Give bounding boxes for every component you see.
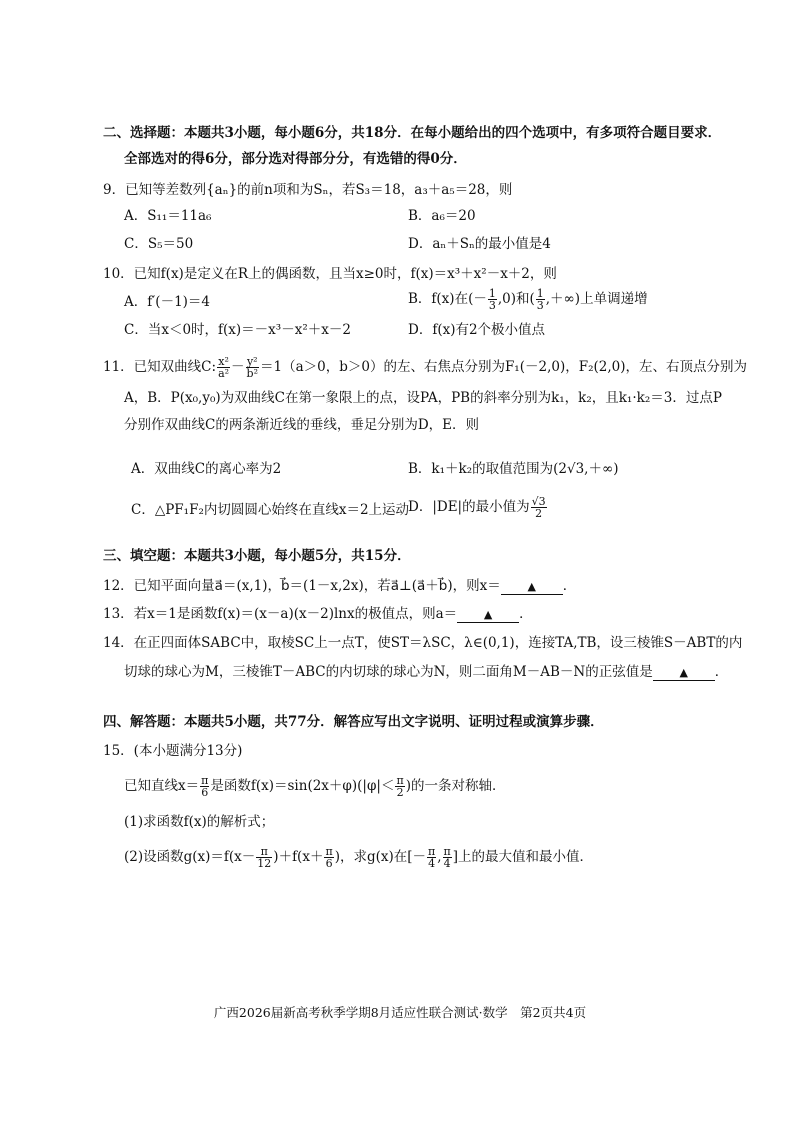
- q11-option-d: D．|DE|的最小值为 $\frac{√3}{2}$: [408, 495, 546, 520]
- q10-option-c: C．当x＜0时，f(x)＝－x³－x²＋x－2: [124, 322, 351, 338]
- q11-line-3: 分别作双曲线C的两条渐近线的垂线，垂足分别为D，E．则: [124, 417, 480, 433]
- q9-stem: 9．已知等差数列{aₙ}的前n项和为Sₙ，若S₃＝18，a₃＋a₅＝28，则: [103, 182, 513, 198]
- q15-title: 15．(本小题满分13分): [103, 743, 243, 759]
- section-2-rule: 全部选对的得6分，部分选对得部分分，有选错的得0分．: [124, 151, 467, 167]
- q15-frac-pi-4a: $\frac{\pi}{4}$: [428, 845, 436, 870]
- q11-d-frac: $\frac{√3}{2}$: [531, 495, 546, 520]
- q12: 12．已知平面向量a⃗＝(x,1)，b⃗＝(1－x,2x)，若a⃗⊥(a⃗＋b⃗)，则x＝ ▲ ．: [103, 578, 577, 594]
- q11-frac-x: $\frac{\text{x²}}{\text{a²}}$: [218, 355, 230, 380]
- q15-part-2: (2)设函数g(x)＝f(x－ $\frac{\pi}{12}$ )＋f(x＋ $\frac{\pi}{6}$ )，求g(x)在[－ $\frac{\pi}{4}$ , $\frac{\pi}{4}$ ]上的最大值和最小值．: [124, 845, 594, 870]
- q15-frac-pi-6b: $\frac{\pi}{6}$: [325, 845, 333, 870]
- q10-option-b: [408, 288, 648, 311]
- q10-b-mid: ,0)和(: [497, 291, 535, 307]
- q14-answer-blank: ▲: [653, 665, 715, 681]
- section-2-heading: 二、选择题：本题共3小题，每小题6分，共18分．在每小题给出的四个选项中，有多项符合题目要求．: [103, 125, 722, 141]
- section-4-heading: 四、解答题：本题共5小题，共77分．解答应写出文字说明、证明过程或演算步骤．: [103, 714, 604, 730]
- q9-option-d: D．aₙ＋Sₙ的最小值是4: [408, 236, 551, 252]
- q15-frac-pi-6: $\frac{\pi}{6}$: [201, 774, 209, 799]
- q9-option-a: A．S₁₁＝11a₆: [124, 208, 212, 224]
- q11-option-a: A．双曲线C的离心率为2: [131, 461, 282, 477]
- q10-b-frac-1: $\frac{1}{3}$: [488, 287, 496, 312]
- q11-frac-y: $\frac{\text{y²}}{\text{b²}}$: [246, 355, 258, 380]
- q15-condition: 已知直线x＝ $\frac{\pi}{6}$ 是函数f(x)＝sin(2x＋φ)(|φ|＜ $\frac{\pi}{2}$ )的一条对称轴．: [124, 774, 506, 799]
- q10-option-d: D．f(x)有2个极小值点: [408, 322, 546, 338]
- q13: 13．若x＝1是函数f(x)＝(x－a)(x－2)lnx的极值点，则a＝ ▲ ．: [103, 606, 533, 622]
- section-3-heading: 三、填空题：本题共3小题，每小题5分，共15分．: [103, 548, 411, 564]
- q10-stem: 10．已知f(x)是定义在R上的偶函数，且当x≥0时，f(x)＝x³＋x²－x＋2，则: [103, 266, 557, 282]
- q15-frac-pi-4b: $\frac{\pi}{4}$: [443, 845, 451, 870]
- q11-option-b: B．k₁＋k₂的取值范围为(2√3,＋∞): [408, 461, 619, 477]
- q15-part-1: (1)求函数f(x)的解析式；: [124, 814, 275, 830]
- q13-answer-blank: ▲: [457, 607, 519, 623]
- q9-option-c: C．S₅＝50: [124, 236, 194, 252]
- q11-option-c: C．△PF₁F₂内切圆圆心始终在直线x＝2上运动: [131, 502, 410, 518]
- q11-line-1: 11．已知双曲线C: $\frac{\text{x²}}{\text{a²}}$ － $\frac{\text{y²}}{\text{b²}}$ ＝1（a＞0，b＞0）的左、右焦点分别为F₁(－2,0)，F₂(2,0)，左、右顶点分别为: [103, 355, 748, 380]
- page-footer: 广西2026届新高考秋季学期8月适应性联合测试·数学 第2页共4页: [213, 1005, 587, 1020]
- q12-answer-blank: ▲: [501, 579, 563, 595]
- q15-frac-pi-2: $\frac{\pi}{2}$: [396, 774, 404, 799]
- q10-b-frac-2: $\frac{1}{3}$: [536, 287, 544, 312]
- q14-line-1: 14．在正四面体SABC中，取棱SC上一点T，使ST＝λSC，λ∈(0,1)，连接TA,TB，设三棱锥S－ABT的内: [103, 635, 743, 651]
- q10-option-a: A．f′(－1)＝4: [124, 294, 211, 310]
- q14-line-2: 切球的球心为M，三棱锥T－ABC的内切球的球心为N，则二面角M－AB－N的正弦值是 ▲ ．: [124, 664, 729, 680]
- q9-option-b: B．a₆＝20: [408, 208, 476, 224]
- q11-line-2: A，B．P(x₀,y₀)为双曲线C在第一象限上的点，设PA，PB的斜率分别为k₁，k₂，且k₁·k₂＝3．过点P: [124, 390, 722, 406]
- q10-b-pre: B．f(x)在(－: [408, 291, 487, 307]
- q10-b-post: ,＋∞)上单调递增: [545, 291, 648, 307]
- q15-frac-pi-12: $\frac{\pi}{12}$: [257, 845, 272, 870]
